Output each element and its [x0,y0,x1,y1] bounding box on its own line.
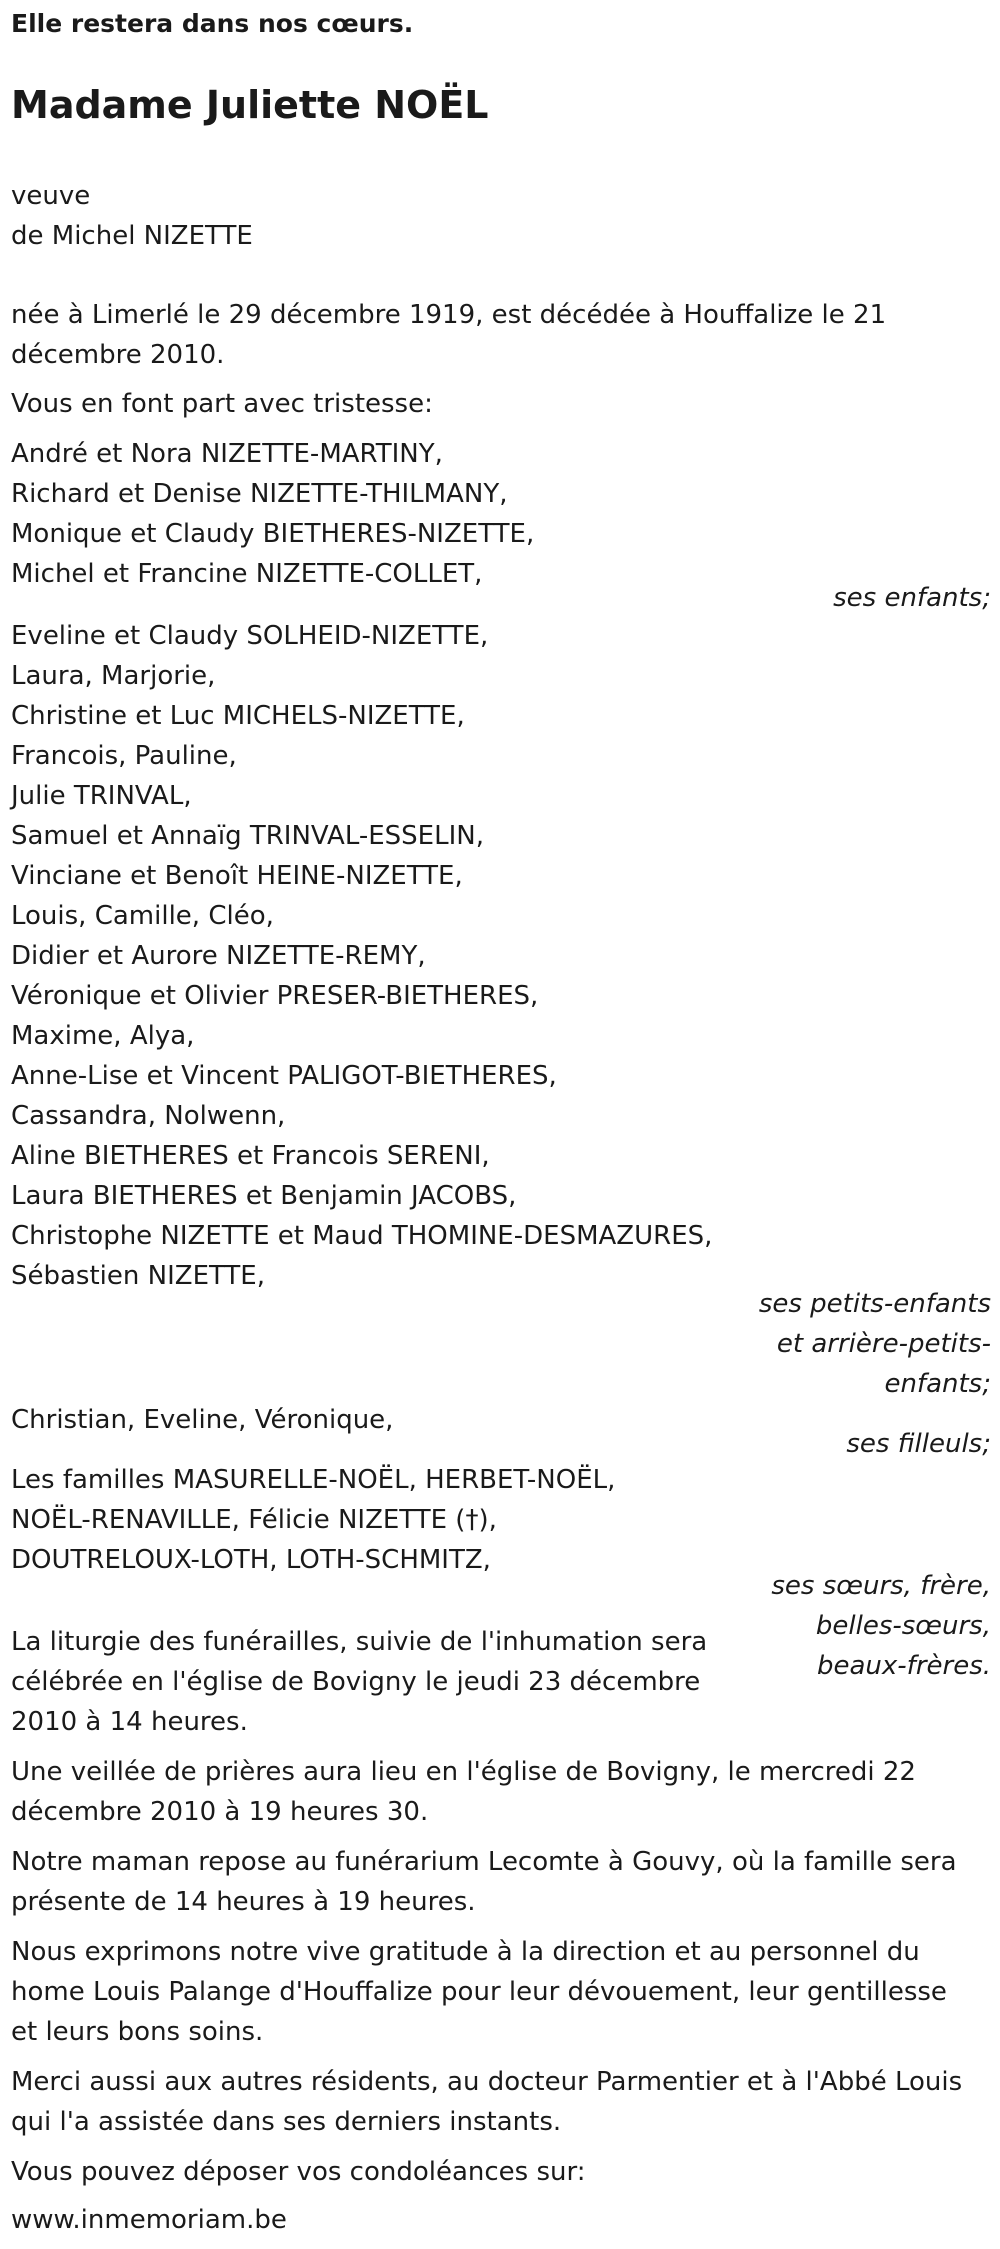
grandchild-entry: Louis, Camille, Cléo, [11,901,274,931]
gratitude-line: et leurs bons soins. [11,2017,264,2047]
family-entry: NOËL-RENAVILLE, Félicie NIZETTE (†), [11,1505,497,1535]
grandchild-entry: Julie TRINVAL, [11,781,192,811]
widow-line: veuve [11,181,91,211]
grandchild-entry: Cassandra, Nolwenn, [11,1101,286,1131]
birth-death-line: née à Limerlé le 29 décembre 1919, est décédée à Houffalize le 21 [11,300,887,330]
grandchild-entry: Véronique et Olivier PRESER-BIETHERES, [11,981,539,1011]
grandchild-entry: Maxime, Alya, [11,1021,195,1051]
widow-line: de Michel NIZETTE [11,221,253,251]
grandchild-entry: Anne-Lise et Vincent PALIGOT-BIETHERES, [11,1061,557,1091]
child-entry: Michel et Francine NIZETTE-COLLET, [11,559,483,589]
thanks-line: Merci aussi aux autres résidents, au docteur Parmentier et à l'Abbé Louis [11,2067,963,2097]
funerarium-paragraph [11,1842,991,1922]
grandchild-entry: Christophe NIZETTE et Maud THOMINE-DESMAZURES, [11,1221,713,1251]
liturgy-line: 2010 à 14 heures. [11,1707,248,1737]
child-entry: André et Nora NIZETTE-MARTINY, [11,439,443,469]
birth-death-block [11,295,986,375]
grandchildren-label-line: et arrière-petits- [776,1329,991,1359]
grandchildren-block [11,616,986,1296]
grandchildren-label [759,1284,991,1404]
families-label-line: belles-sœurs, [815,1611,991,1641]
gratitude-line: home Louis Palange d'Houffalize pour leur dévouement, leur gentillesse [11,1977,947,2007]
grandchildren-label-line: enfants; [884,1369,991,1399]
announce-intro: Vous en font part avec tristesse: [11,389,433,419]
families-label-line: ses sœurs, frère, [771,1571,991,1601]
grandchild-entry: Laura, Marjorie, [11,661,216,691]
grandchild-entry: Eveline et Claudy SOLHEID-NIZETTE, [11,621,489,651]
deceased-name: Madame Juliette NOËL [11,83,489,127]
liturgy-line: La liturgie des funérailles, suivie de l'inhumation sera [11,1627,708,1657]
families-label-line: beaux-frères. [816,1651,991,1681]
gratitude-line: Nous exprimons notre vive gratitude à la direction et au personnel du [11,1937,920,1967]
grandchild-entry: Aline BIETHERES et Francois SERENI, [11,1141,490,1171]
child-entry: Monique et Claudy BIETHERES-NIZETTE, [11,519,535,549]
godchildren-label: ses filleuls; [846,1429,991,1459]
website-link[interactable]: www.inmemoriam.be [11,2205,287,2235]
children-label: ses enfants; [833,583,991,613]
vigil-paragraph [11,1752,991,1832]
funerarium-line: Notre maman repose au funérarium Lecomte à Gouvy, où la famille sera [11,1847,957,1877]
vigil-line: décembre 2010 à 19 heures 30. [11,1797,429,1827]
grandchild-entry: Vinciane et Benoît HEINE-NIZETTE, [11,861,463,891]
grandchild-entry: Samuel et Annaïg TRINVAL-ESSELIN, [11,821,484,851]
funerarium-line: présente de 14 heures à 19 heures. [11,1887,476,1917]
grandchild-entry: Laura BIETHERES et Benjamin JACOBS, [11,1181,517,1211]
children-block [11,434,986,594]
motto: Elle restera dans nos cœurs. [11,9,414,38]
child-entry: Richard et Denise NIZETTE-THILMANY, [11,479,508,509]
grandchild-entry: Didier et Aurore NIZETTE-REMY, [11,941,426,971]
vigil-line: Une veillée de prières aura lieu en l'église de Bovigny, le mercredi 22 [11,1757,916,1787]
families-label [771,1566,991,1686]
widow-block [11,176,986,256]
families-block [11,1460,986,1580]
thanks-line: qui l'a assistée dans ses derniers instants. [11,2107,562,2137]
godchildren: Christian, Eveline, Véronique, [11,1405,394,1435]
liturgy-paragraph [11,1622,771,1742]
gratitude-paragraph [11,1932,991,2052]
grandchildren-label-line: ses petits-enfants [758,1289,991,1319]
thanks-paragraph [11,2062,991,2142]
birth-death-line: décembre 2010. [11,340,225,370]
liturgy-line: célébrée en l'église de Bovigny le jeudi 23 décembre [11,1667,701,1697]
grandchild-entry: Christine et Luc MICHELS-NIZETTE, [11,701,465,731]
grandchild-entry: Sébastien NIZETTE, [11,1261,265,1291]
grandchild-entry: Francois, Pauline, [11,741,237,771]
condolences-intro: Vous pouvez déposer vos condoléances sur: [11,2157,586,2187]
family-entry: Les familles MASURELLE-NOËL, HERBET-NOËL, [11,1465,616,1495]
family-entry: DOUTRELOUX-LOTH, LOTH-SCHMITZ, [11,1545,491,1575]
